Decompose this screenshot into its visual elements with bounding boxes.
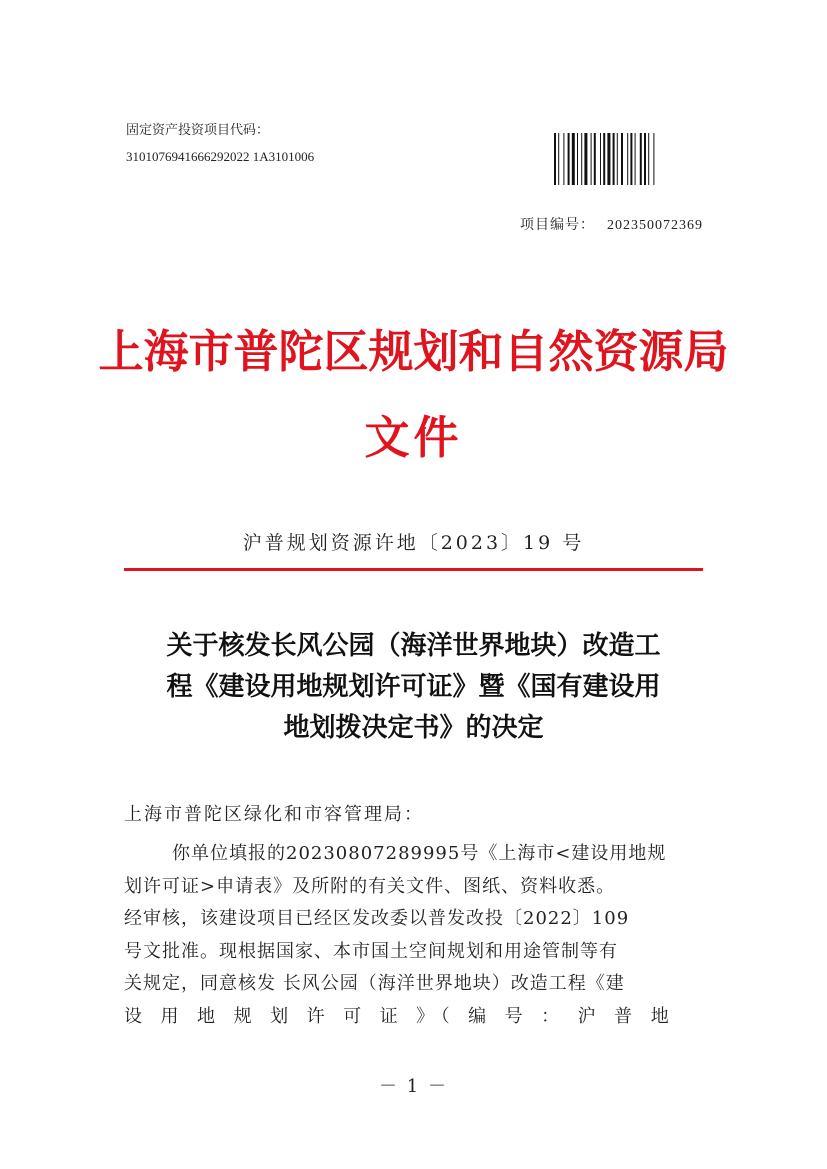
barcode-image [554,133,690,185]
investment-code-value: 3101076941666292022 1A3101006 [126,149,315,164]
masthead-document-type: 文件 [364,411,463,464]
project-number-value: 202350072369 [607,218,703,233]
body-text [124,838,703,1033]
document-title-line: 地划拨决定书》的决定 [283,713,544,743]
page-number: － 1 － [379,1076,448,1097]
body-line: 号文批准。现根据国家、本市国土空间规划和用途管制等有 [124,940,618,962]
document-title [124,626,703,749]
document-number: 沪普规划资源许地〔2023〕19 号 [242,532,585,554]
red-divider [124,568,703,571]
investment-code-label: 固定资产投资项目代码： [126,123,270,138]
project-number [520,214,703,234]
project-number-label: 项目编号： [520,217,595,233]
body-line: 你单位填报的20230807289995号《上海市<建设用地规 [172,843,667,864]
document-title-line: 关于核发长风公园（海洋世界地块）改造工 [166,631,661,661]
body-line: 划许可证>申请表》及所附的有关文件、图纸、资料收悉。 [124,875,616,897]
body-line: 设 用 地 规 划 许 可 证 》（ 编 号 ： 沪 普 地 [124,1005,676,1027]
masthead-organization: 上海市普陀区规划和自然资源局 [98,325,729,378]
recipient: 上海市普陀区绿化和市容管理局： [124,804,424,825]
body-line: 经审核，该建设项目已经区发改委以普发改投〔2022〕109 [124,908,630,929]
document-title-line: 程《建设用地规划许可证》暨《国有建设用 [166,672,661,702]
body-line: 关规定，同意核发 长风公园（海洋世界地块）改造工程《建 [124,973,625,994]
